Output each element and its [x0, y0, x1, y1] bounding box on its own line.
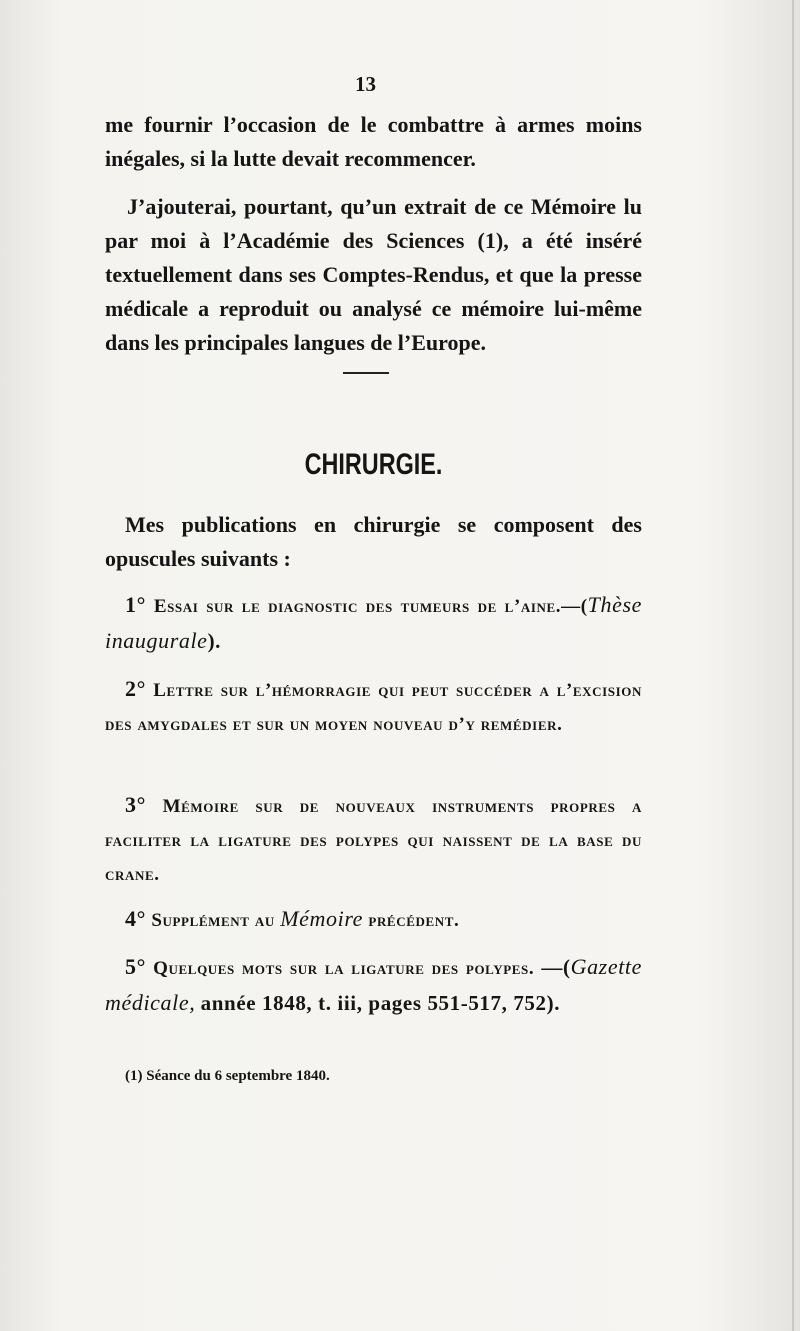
- footnote: (1) Séance du 6 septembre 1840.: [125, 1068, 330, 1084]
- list-item: 1° Essai sur le diagnostic des tumeurs de l’aine.—(Thèse inaugurale).: [105, 592, 642, 653]
- list-item: 4° Supplément au Mémoire précédent.: [125, 906, 460, 931]
- list-item: 2° Lettre sur l’hémorragie qui peut succéder a l’excision des amygdales et sur un moyen nouveau d’y remédier.: [105, 676, 642, 735]
- section-title: CHIRURGIE.: [304, 448, 443, 481]
- paragraph-2: J’ajouterai, pourtant, qu’un extrait de ce Mémoire lu par moi à l’Académie des Sciences (1), a été inséré textuellement dans ses Comptes-Rendus, et que la presse médicale a reproduit ou analysé ce mémoire lui-même dans les principales langues de l’Europe.: [105, 194, 642, 355]
- list-item: 5° Quelques mots sur la ligature des polypes. —(Gazette médicale, année 1848, t. iii, pages 551-517, 752).: [105, 954, 642, 1015]
- paragraph-1: me fournir l’occasion de le combattre à armes moins inégales, si la lutte devait recommencer.: [105, 112, 642, 171]
- page-edge-line: [792, 0, 794, 1331]
- page-number: 13: [355, 72, 376, 96]
- section-rule: [343, 372, 389, 374]
- intro-paragraph: Mes publications en chirurgie se composent des opuscules suivants :: [105, 512, 642, 571]
- list-item: 3° Mémoire sur de nouveaux instruments propres a faciliter la ligature des polypes qui naissent de la base du crane.: [105, 792, 642, 885]
